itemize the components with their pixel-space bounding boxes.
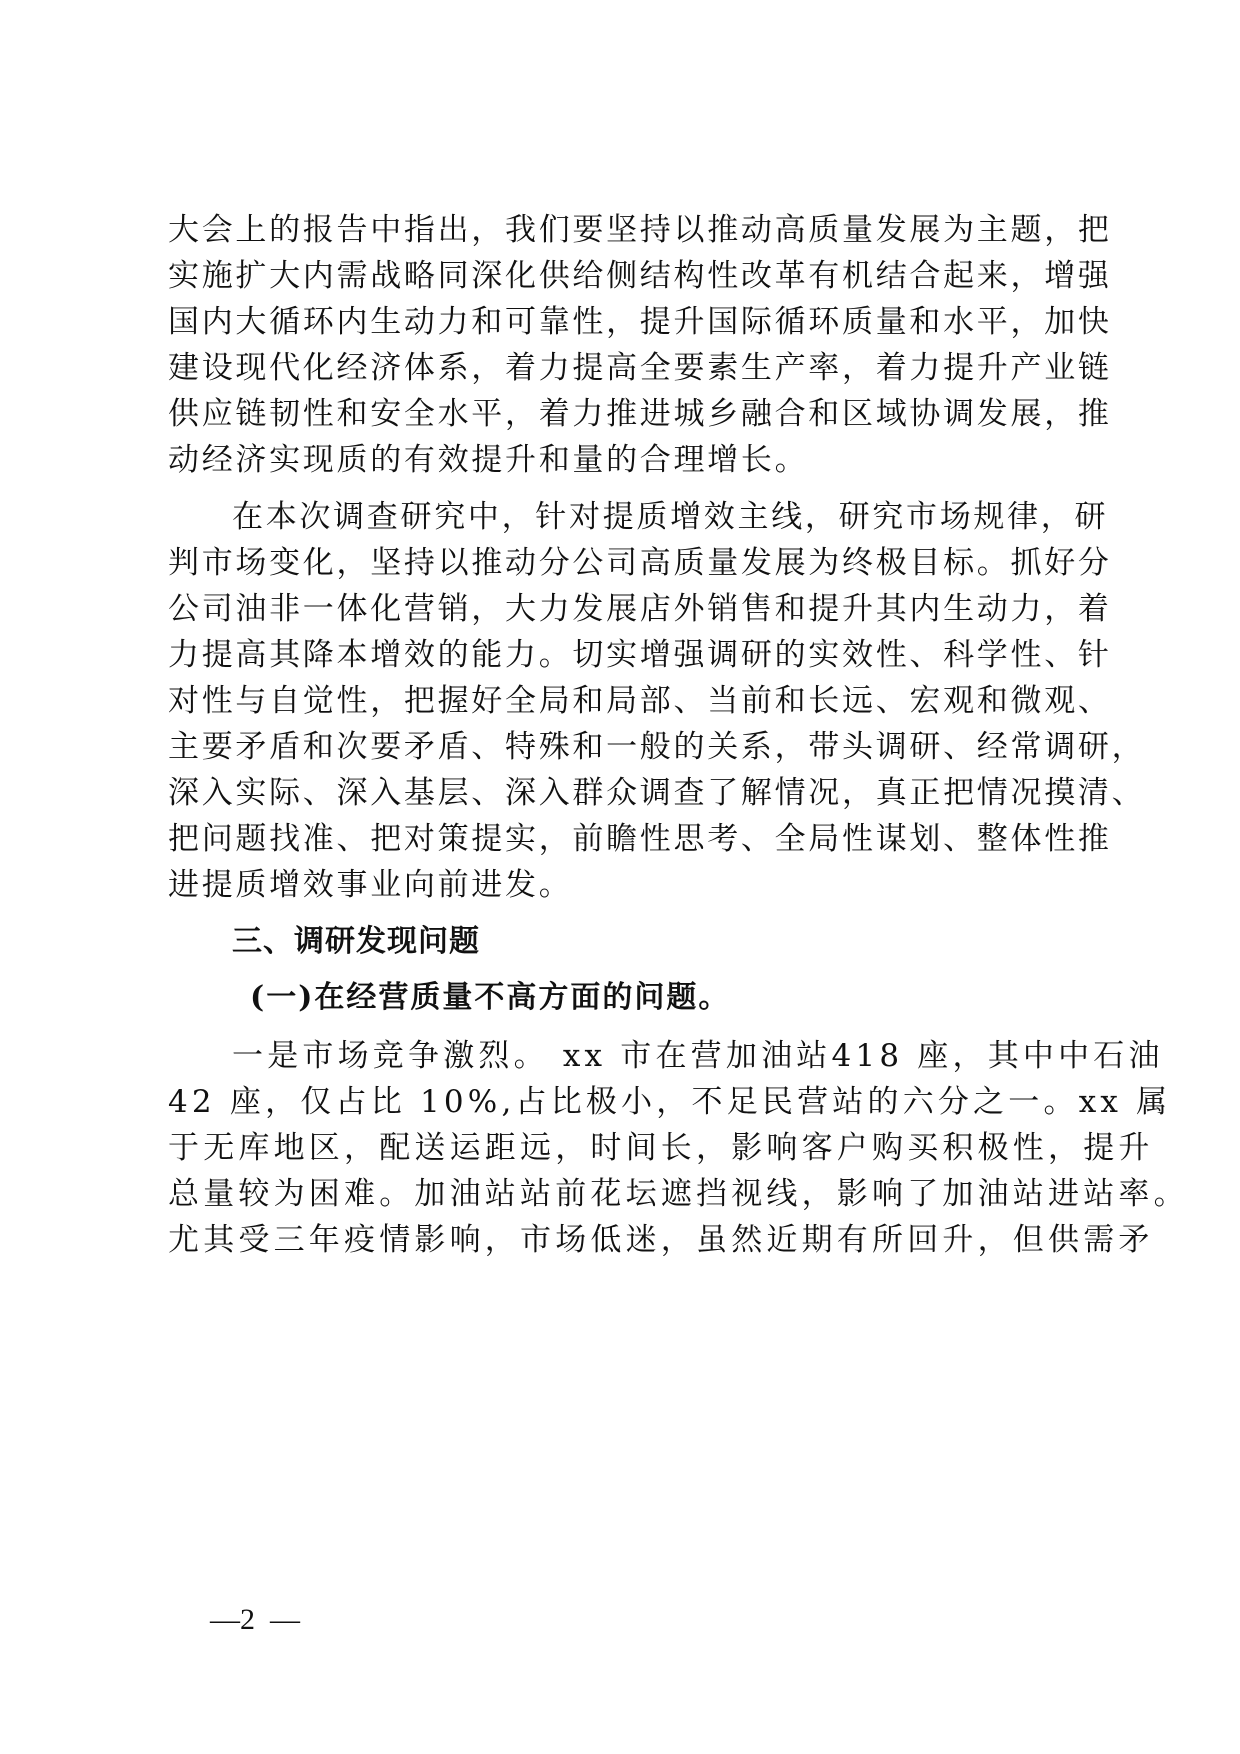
paragraph-2-line-8: 把问题找准、把对策提实，前瞻性思考、全局性谋划、整体性推 [168,821,1112,857]
paragraph-1-line-5: 供应链韧性和安全水平，着力推进城乡融合和区域协调发展，推 [168,396,1112,432]
paragraph-2-line-7: 深入实际、深入基层、深入群众调查了解情况，真正把情况摸清、 [168,775,1146,811]
paragraph-1-line-1: 大会上的报告中指出，我们要坚持以推动高质量发展为主题，把 [168,212,1112,248]
subsection-heading: (一)在经营质量不高方面的问题。 [250,980,731,1015]
paragraph-1-line-3: 国内大循环内生动力和可靠性，提升国际循环质量和水平，加快 [168,304,1112,340]
paragraph-1-line-6: 动经济实现质的有效提升和量的合理增长。 [168,442,809,478]
paragraph-3-line-2: 42 座，仅占比 10%,占比极小，不足民营站的六分之一。xx 属 [168,1084,1172,1120]
paragraph-3-line-1: 一是市场竞争激烈。 xx 市在营加油站418 座，其中中石油 [232,1038,1164,1074]
paragraph-2-line-4: 力提高其降本增效的能力。切实增强调研的实效性、科学性、针 [168,637,1112,673]
paragraph-3-line-5: 尤其受三年疫情影响，市场低迷，虽然近期有所回升，但供需矛 [168,1222,1154,1258]
paragraph-1-line-4: 建设现代化经济体系，着力提高全要素生产率，着力提升产业链 [168,350,1112,386]
paragraph-2-line-3: 公司油非一体化营销，大力发展店外销售和提升其内生动力，着 [168,591,1112,627]
paragraph-2-line-6: 主要矛盾和次要矛盾、特殊和一般的关系，带头调研、经常调研， [168,729,1146,765]
paragraph-3-line-3: 于无库地区，配送运距远，时间长，影响客户购买积极性，提升 [168,1130,1154,1166]
paragraph-1-line-2: 实施扩大内需战略同深化供给侧结构性改革有机结合起来，增强 [168,258,1112,294]
paragraph-2-line-9: 进提质增效事业向前进发。 [168,867,573,903]
paragraph-3-line-4: 总量较为困难。加油站站前花坛遮挡视线，影响了加油站进站率。 [168,1176,1189,1212]
paragraph-2-line-5: 对性与自觉性，把握好全局和局部、当前和长远、宏观和微观、 [168,683,1112,719]
section-heading: 三、调研发现问题 [232,924,480,959]
paragraph-2-line-2: 判市场变化，坚持以推动分公司高质量发展为终极目标。抓好分 [168,545,1112,581]
paragraph-2-line-1: 在本次调查研究中，针对提质增效主线，研究市场规律，研 [232,499,1109,535]
page-number: —2 — [210,1603,300,1636]
